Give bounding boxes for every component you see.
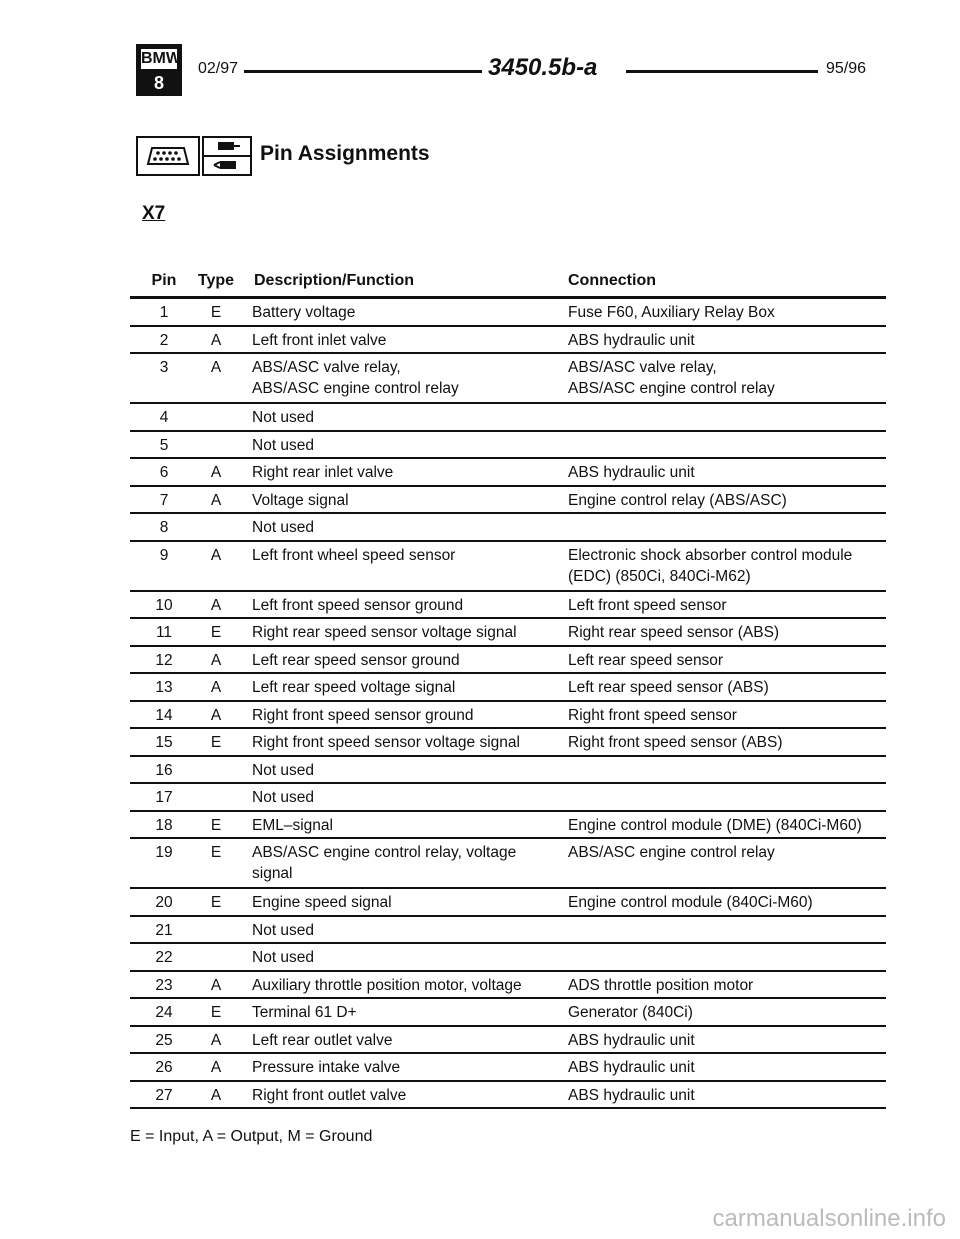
table-row [130,839,886,889]
connection-cell: ABS hydraulic unit [568,1031,695,1049]
description-cell: Left front speed sensor ground [252,596,464,614]
section-title: Pin Assignments [260,142,430,165]
pin-cell: 14 [155,706,173,724]
type-cell: A [210,596,222,614]
table-body [130,299,886,1109]
connection-cell: Right front speed sensor [568,706,737,724]
table-row [130,812,886,840]
pin-cell: 12 [155,651,173,669]
description-cell: Engine speed signal [252,894,392,911]
pin-cell: 9 [159,546,169,564]
type-cell: A [210,679,222,696]
type-cell: A [210,1086,222,1104]
description-cell: Left rear speed sensor ground [252,651,460,669]
description-cell: ABS/ASC engine control relay, voltage signal [252,844,517,882]
header-rule-left [244,70,482,73]
connection-cell: ABS hydraulic unit [568,1059,695,1076]
header-rule-right [626,70,818,73]
description-cell: Right front speed sensor ground [252,706,474,724]
connection-cell: Engine control relay (ABS/ASC) [568,491,787,509]
pin-cell: 2 [159,331,169,349]
table-row [130,404,886,432]
connection-cell: ABS hydraulic unit [568,464,695,481]
description-cell: Not used [252,436,315,454]
pin-cell: 26 [155,1059,173,1076]
table-row [130,1054,886,1082]
table-row [130,354,886,404]
type-cell: A [210,651,222,669]
type-cell: E [210,734,222,751]
header-connection: Connection [568,272,656,289]
table-row [130,972,886,1000]
description-cell: ABS/ASC valve relay, ABS/ASC engine control relay [252,359,459,397]
type-cell: E [210,624,222,641]
description-cell: Right rear inlet valve [252,464,394,481]
description-cell: Voltage signal [252,491,349,509]
connection-cell: Engine control module (840Ci-M60) [568,894,813,911]
connection-cell: ABS hydraulic unit [568,331,695,349]
type-cell: A [210,976,222,994]
table-row [130,647,886,675]
description-cell: Terminal 61 D+ [252,1004,357,1021]
logo-top-text: BMW [141,50,181,67]
description-cell: Right front speed sensor voltage signal [252,734,520,751]
type-cell: A [210,1031,222,1049]
header-model-year: 95/96 [826,60,867,77]
connection-cell: Left rear speed sensor (ABS) [568,679,769,696]
pin-cell: 3 [159,359,169,376]
table-row [130,432,886,460]
table-row [130,1027,886,1055]
header-type: Type [197,272,235,289]
description-cell: Right front outlet valve [252,1086,407,1104]
type-cell: A [210,546,222,564]
description-cell: Left front inlet valve [252,331,387,349]
pin-cell: 1 [159,304,169,321]
pin-cell: 21 [155,921,173,939]
pin-cell: 11 [155,624,173,641]
description-cell: Not used [252,761,315,779]
connector-icon [136,136,200,176]
connection-cell: Generator (840Ci) [568,1004,693,1021]
connection-cell: Fuse F60, Auxiliary Relay Box [568,304,775,321]
pin-cell: 15 [155,734,173,751]
type-cell: A [210,1059,222,1076]
pin-cell: 25 [155,1031,173,1049]
document-number: 3450.5b-a [488,54,598,81]
pin-cell: 20 [155,894,173,911]
description-cell: Left front wheel speed sensor [252,546,456,564]
logo-bottom-text: 8 [153,73,164,93]
header-description: Description/Function [254,272,414,289]
table-row [130,327,886,355]
pin-cell: 8 [159,519,169,536]
pin-cell: 5 [159,436,169,454]
type-cell: E [210,894,222,911]
pin-assignment-table [130,264,886,1109]
table-row [130,757,886,785]
description-cell: Pressure intake valve [252,1059,401,1076]
bmw-8-series-logo [136,44,182,96]
connection-cell: ABS/ASC valve relay, ABS/ASC engine control relay [568,359,775,397]
table-row [130,784,886,812]
connection-cell: Left front speed sensor [568,596,727,614]
table-row [130,1082,886,1110]
description-cell: Not used [252,921,315,939]
type-cell: E [210,1004,222,1021]
connection-cell: Engine control module (DME) (840Ci-M60) [568,816,862,834]
description-cell: Auxiliary throttle position motor, voltage [252,976,522,994]
connection-cell: ABS/ASC engine control relay [568,844,775,861]
pin-cell: 6 [159,464,169,481]
pin-cell: 24 [155,1004,173,1021]
connection-cell: Right front speed sensor (ABS) [568,734,783,751]
description-cell: Not used [252,949,315,966]
pin-cell: 19 [155,844,173,861]
table-row [130,889,886,917]
pin-cell: 22 [155,949,173,966]
connection-cell: ADS throttle position motor [568,976,754,994]
table-row [130,917,886,945]
type-cell: E [210,844,222,861]
table-header [130,264,886,299]
pin-cell: 13 [155,679,173,696]
type-cell: A [210,359,222,376]
pin-cell: 27 [155,1086,173,1104]
description-cell: Right rear speed sensor voltage signal [252,624,517,641]
header-date: 02/97 [198,60,239,77]
table-row [130,299,886,327]
table-row [130,592,886,620]
table-row [130,674,886,702]
description-cell: Not used [252,519,315,536]
table-row [130,514,886,542]
table-row [130,702,886,730]
plug-in-icon [202,136,252,176]
connection-cell: Left rear speed sensor [568,651,724,669]
pin-cell: 7 [159,491,169,509]
description-cell: Not used [252,789,315,806]
header-pin: Pin [151,272,177,289]
type-cell: A [210,491,222,509]
table-row [130,459,886,487]
type-cell: E [210,816,222,834]
type-cell: E [210,304,222,321]
description-cell: Left rear speed voltage signal [252,679,456,696]
description-cell: Not used [252,409,315,426]
pin-cell: 16 [155,761,173,779]
type-cell: A [210,706,222,724]
type-cell: A [210,331,222,349]
description-cell: EML–signal [252,816,333,834]
pin-cell: 18 [155,816,173,834]
table-row [130,999,886,1027]
page-header [136,44,884,100]
pin-cell: 17 [155,789,173,806]
table-row [130,944,886,972]
description-cell: Left rear outlet valve [252,1031,393,1049]
watermark: carmanualsonline.info [712,1205,946,1232]
table-row [130,729,886,757]
table-row [130,487,886,515]
connection-cell: ABS hydraulic unit [568,1086,695,1104]
connection-cell: Right rear speed sensor (ABS) [568,624,780,641]
description-cell: Battery voltage [252,304,356,321]
connection-cell: Electronic shock absorber control module (EDC) (850Ci, 840Ci-M62) [568,546,853,585]
pin-cell: 4 [159,409,169,426]
type-cell: A [210,464,222,481]
table-row [130,542,886,592]
table-row [130,619,886,647]
pin-cell: 10 [155,596,173,614]
connector-label: X7 [142,203,166,224]
pin-cell: 23 [155,976,173,994]
type-legend: E = Input, A = Output, M = Ground [130,1128,373,1145]
